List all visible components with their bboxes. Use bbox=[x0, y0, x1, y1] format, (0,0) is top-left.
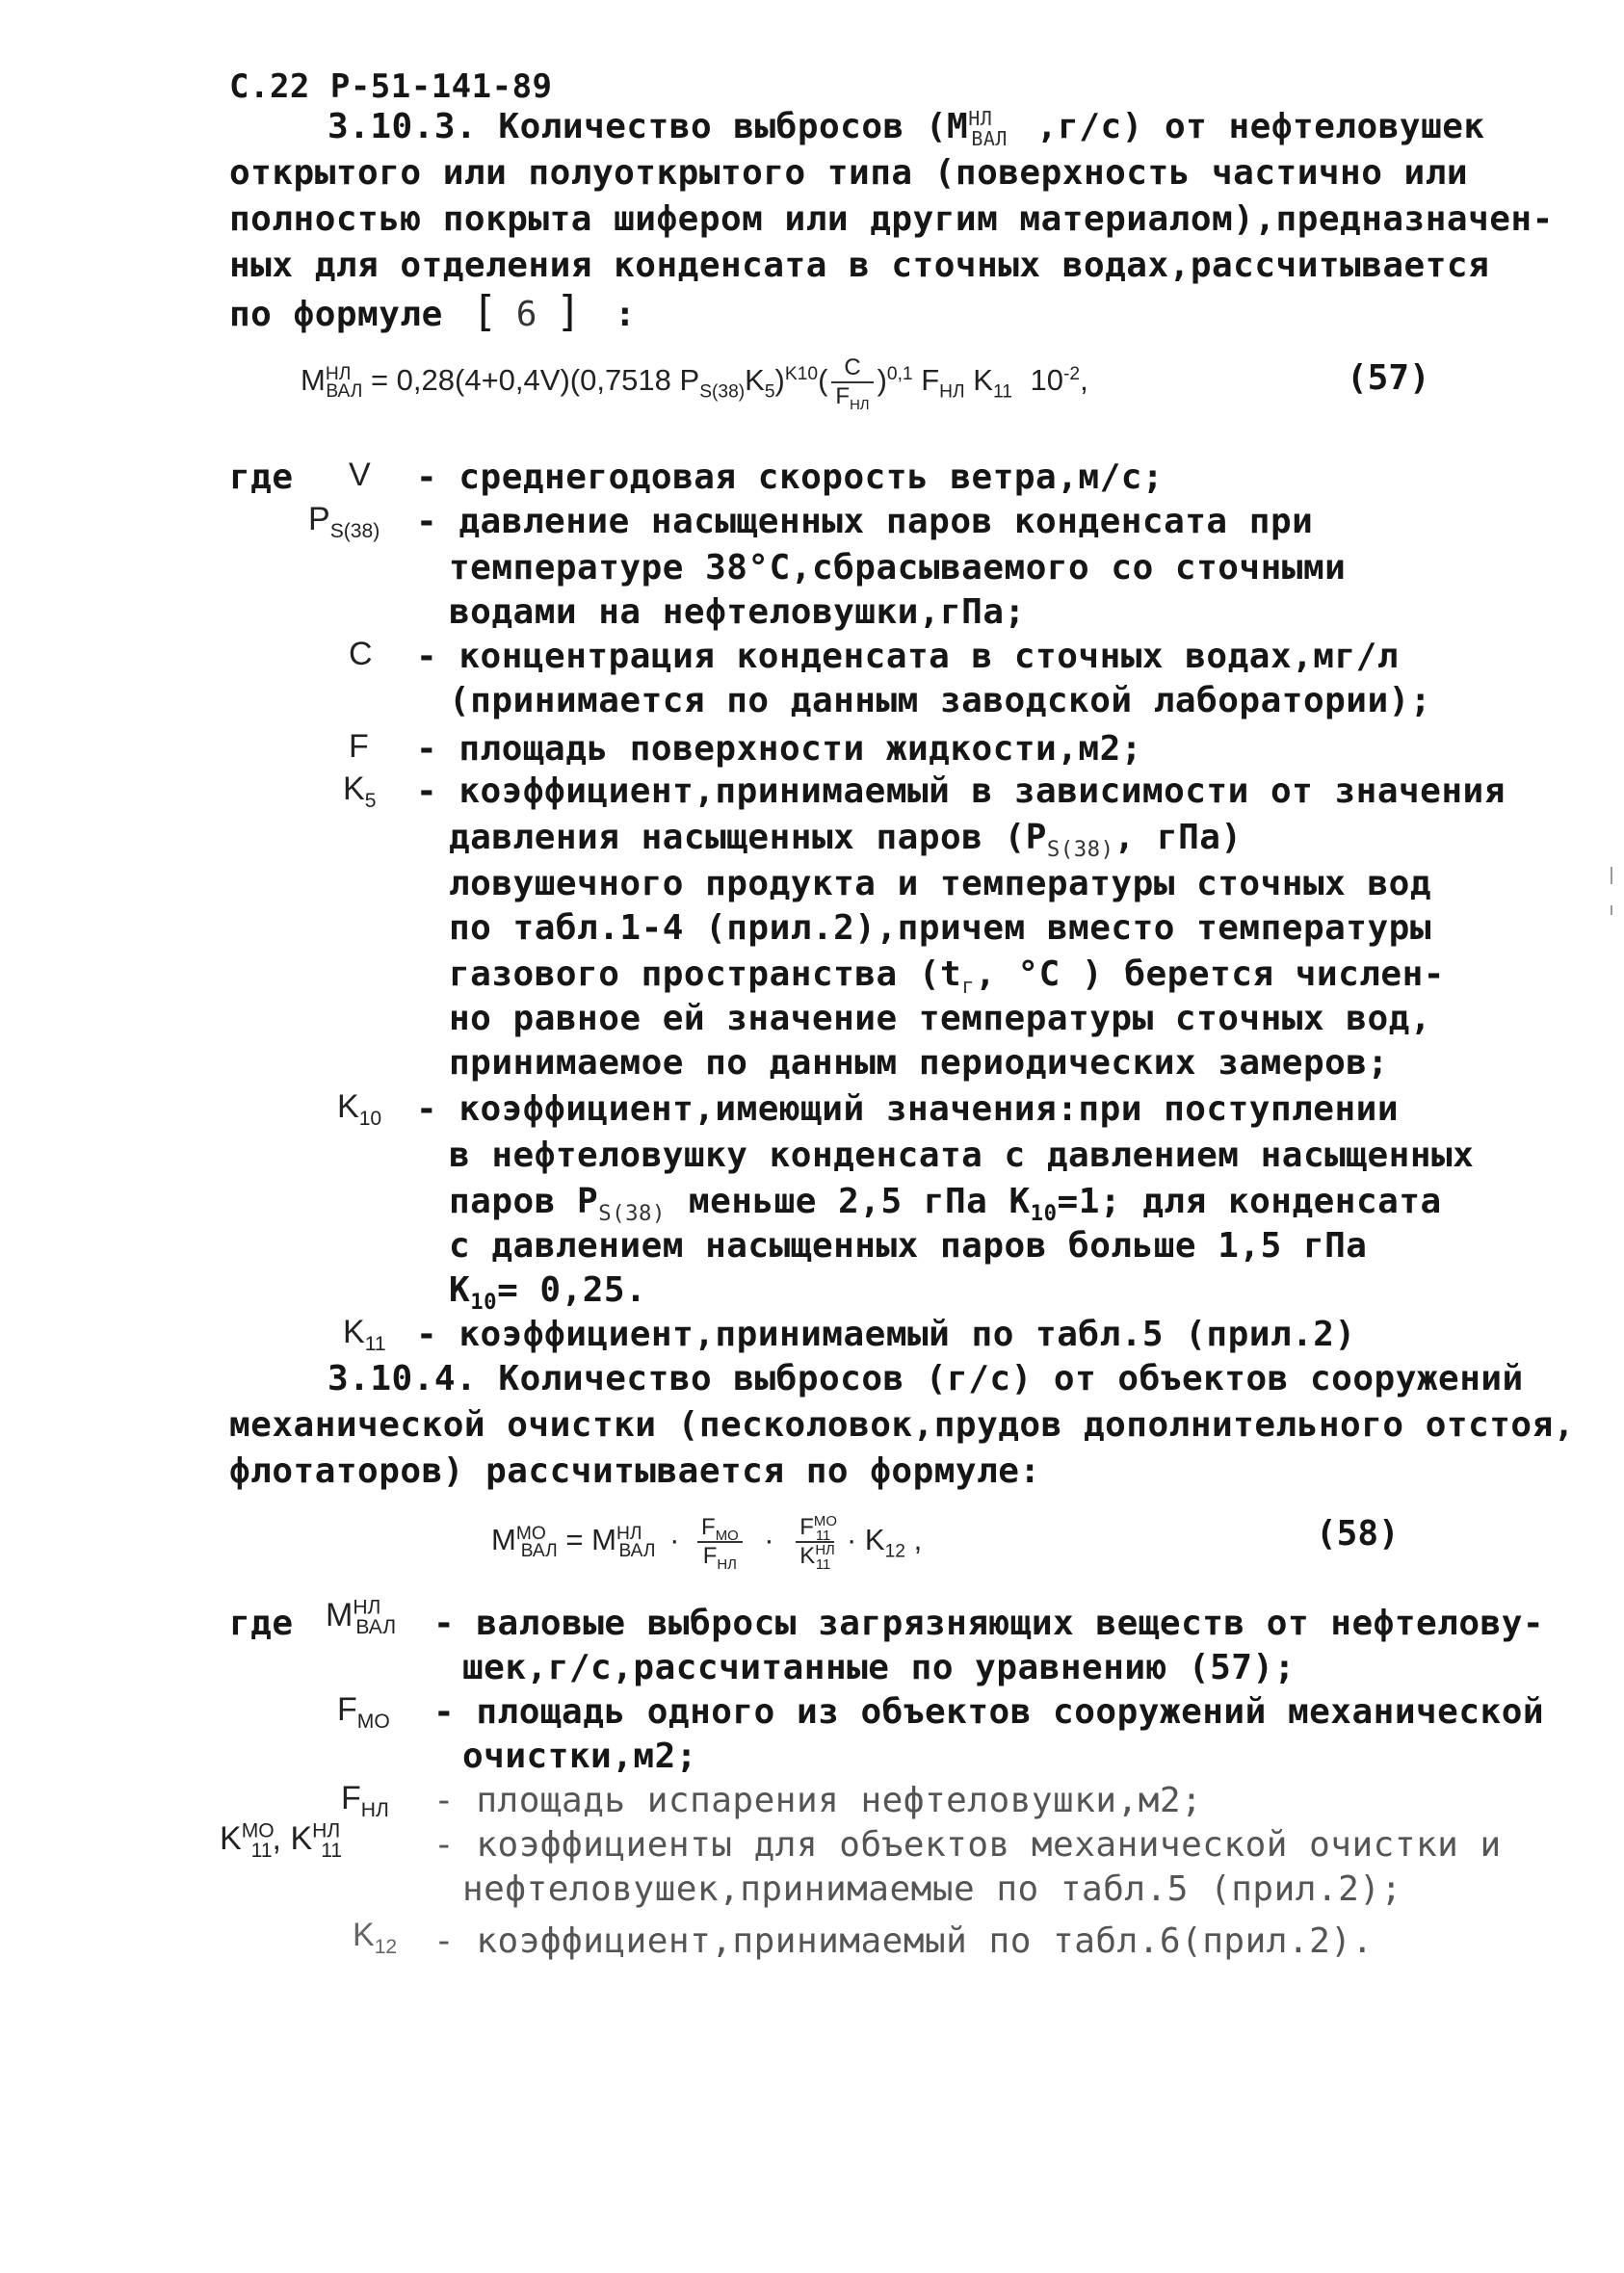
where-label-58: где bbox=[229, 1604, 294, 1643]
section-3-10-3-line-2: открытого или полуоткрытого типа (поверхность частично или bbox=[229, 153, 1469, 193]
legend-ps38-line-3: водами на нефтеловушки,гПа; bbox=[449, 592, 1026, 632]
legend-symbol-v: V bbox=[349, 457, 371, 493]
legend-k12-line-1: - коэффициент,принимаемый по табл.6(прил.2). bbox=[433, 1921, 1374, 1961]
legend-k10-line-1: - коэффициент,имеющий значения:при поступлении bbox=[416, 1089, 1399, 1129]
legend-v-line-1: - среднегодовая скорость ветра,м/с; bbox=[416, 457, 1165, 497]
legend-m-line-1: - валовые выбросы загрязняющих веществ от нефтелову- bbox=[433, 1604, 1545, 1643]
legend-ps38-line-2: температуре 38°С,сбрасываемого со сточными bbox=[449, 548, 1347, 588]
legend-k5-line-1: - коэффициент,принимаемый в зависимости от значения bbox=[416, 771, 1506, 811]
section-3-10-4-line-1: 3.10.4. Количество выбросов (г/с) от объектов сооружений bbox=[327, 1359, 1524, 1398]
formula-58-number: (58) bbox=[1316, 1514, 1400, 1554]
legend-k5-line-6: но равное ей значение температуры сточных вод, bbox=[449, 999, 1431, 1038]
legend-symbol-m-val-nl: $M^{НЛ}_{ВАЛ}$ bbox=[326, 1596, 397, 1638]
legend-ps38-line-1: - давление насыщенных паров конденсата при bbox=[416, 502, 1314, 541]
legend-c-line-2: (принимается по данным заводской лаборатории); bbox=[449, 681, 1431, 720]
legend-k5-line-4: по табл.1-4 (прил.2),причем вместо температуры bbox=[449, 908, 1431, 948]
legend-k5-line-7: принимаемое по данным периодических замеров; bbox=[449, 1043, 1389, 1083]
legend-m-line-2: шек,г/с,рассчитанные по уравнению (57); bbox=[462, 1648, 1296, 1687]
section-3-10-3-line-5: по формуле [ 6 ] : bbox=[229, 287, 637, 336]
formula-58: $M^{МО}_{ВАЛ} = M^{НЛ}_{ВАЛ}$ · $\frac{F_{МО}}{F_{НЛ}}$ · $\frac{F^{МО}_{11}}{K^{НЛ}_{11}}$ · $K_{12}$ , bbox=[491, 1514, 923, 1573]
legend-symbol-c: C bbox=[349, 636, 373, 672]
formula-57-number: (57) bbox=[1347, 358, 1430, 398]
section-3-10-3-line-1: 3.10.3. Количество выбросов ($M^{НЛ}_{ВАЛ}$ ,г/с) от нефтеловушек bbox=[327, 107, 1485, 151]
legend-symbol-fmo: $F_{МО}$ bbox=[337, 1691, 390, 1733]
legend-fnl-line-1: - площадь испарения нефтеловушки,м2; bbox=[433, 1781, 1203, 1820]
legend-symbol-fnl: $F_{НЛ}$ bbox=[341, 1780, 389, 1821]
legend-k11-pair-line-1: - коэффициенты для объектов механической очистки и bbox=[433, 1825, 1502, 1865]
legend-symbol-k11-pair: $K^{МО}_{11}$, $K^{НЛ}_{11}$ bbox=[220, 1819, 343, 1862]
legend-symbol-ps38: $P_{S(38)}$ bbox=[308, 501, 380, 542]
legend-c-line-1: - концентрация конденсата в сточных водах,мг/л bbox=[416, 637, 1399, 676]
legend-symbol-k10: $K_{10}$ bbox=[337, 1088, 382, 1130]
legend-k10-line-3: паров $P_{S(38)}$ меньше 2,5 гПа $K_{10}=1$; для конденсата bbox=[449, 1182, 1442, 1227]
formula-58-fraction-1: $\frac{F_{МО}}{F_{НЛ}}$ bbox=[697, 1514, 743, 1570]
scan-artifact bbox=[1611, 905, 1612, 915]
section-3-10-4-line-2: механической очистки (песколовок,прудов дополнительного отстоя, bbox=[229, 1405, 1575, 1445]
section-3-10-3-line-3: полностью покрыта шифером или другим материалом),предназначен- bbox=[229, 199, 1554, 239]
legend-symbol-f: F bbox=[349, 728, 369, 765]
page-header: С.22 Р-51-141-89 bbox=[229, 67, 553, 106]
legend-fmo-line-1: - площадь одного из объектов сооружений механической bbox=[433, 1692, 1545, 1732]
legend-k10-line-4: с давлением насыщенных паров больше 1,5 гПа bbox=[449, 1226, 1368, 1266]
legend-k5-line-3: ловушечного продукта и температуры сточных вод bbox=[449, 864, 1431, 903]
section-3-10-4-line-3: флотаторов) рассчитывается по формуле: bbox=[229, 1451, 1041, 1491]
legend-k5-line-5: газового пространства ($t_г$, °C ) берется числен- bbox=[449, 954, 1445, 1000]
legend-symbol-k12: $K_{12}$ bbox=[353, 1917, 398, 1958]
formula-57: $M^{НЛ}_{ВАЛ} = 0,28(4+0,4V)(0,7518$ $P_{S(38)}K_5)^{K10}$( $\frac{C}{F_{НЛ}}$ )$^{0,1}$ $F_{НЛ}$ $K_{11}$ $10^{-2}$, bbox=[301, 354, 1088, 413]
legend-symbol-k11: $K_{11}$ bbox=[343, 1314, 386, 1355]
legend-symbol-k5: $K_5$ bbox=[343, 771, 377, 812]
section-3-10-3-line-4: ных для отделения конденсата в сточных водах,рассчитывается bbox=[229, 246, 1490, 285]
legend-k10-line-5: $K_{10}= 0,25$. bbox=[449, 1270, 647, 1316]
legend-k11-line-1: - коэффициент,принимаемый по табл.5 (прил.2) bbox=[416, 1315, 1356, 1354]
formula-58-fraction-2: $\frac{F^{МО}_{11}}{K^{НЛ}_{11}}$ bbox=[796, 1514, 834, 1570]
legend-k11-pair-line-2: нефтеловушек,принимаемые по табл.5 (прил.2); bbox=[462, 1869, 1402, 1909]
scan-artifact bbox=[1611, 867, 1612, 884]
legend-k5-line-2: давления насыщенных паров ($P_{S(38)}$, гПа) bbox=[449, 818, 1243, 863]
legend-f-line-1: - площадь поверхности жидкости,м2; bbox=[416, 729, 1142, 769]
legend-k10-line-2: в нефтеловушку конденсата с давлением насыщенных bbox=[449, 1136, 1475, 1175]
where-label-57: где bbox=[229, 457, 294, 497]
legend-fmo-line-2: очистки,м2; bbox=[462, 1737, 697, 1776]
